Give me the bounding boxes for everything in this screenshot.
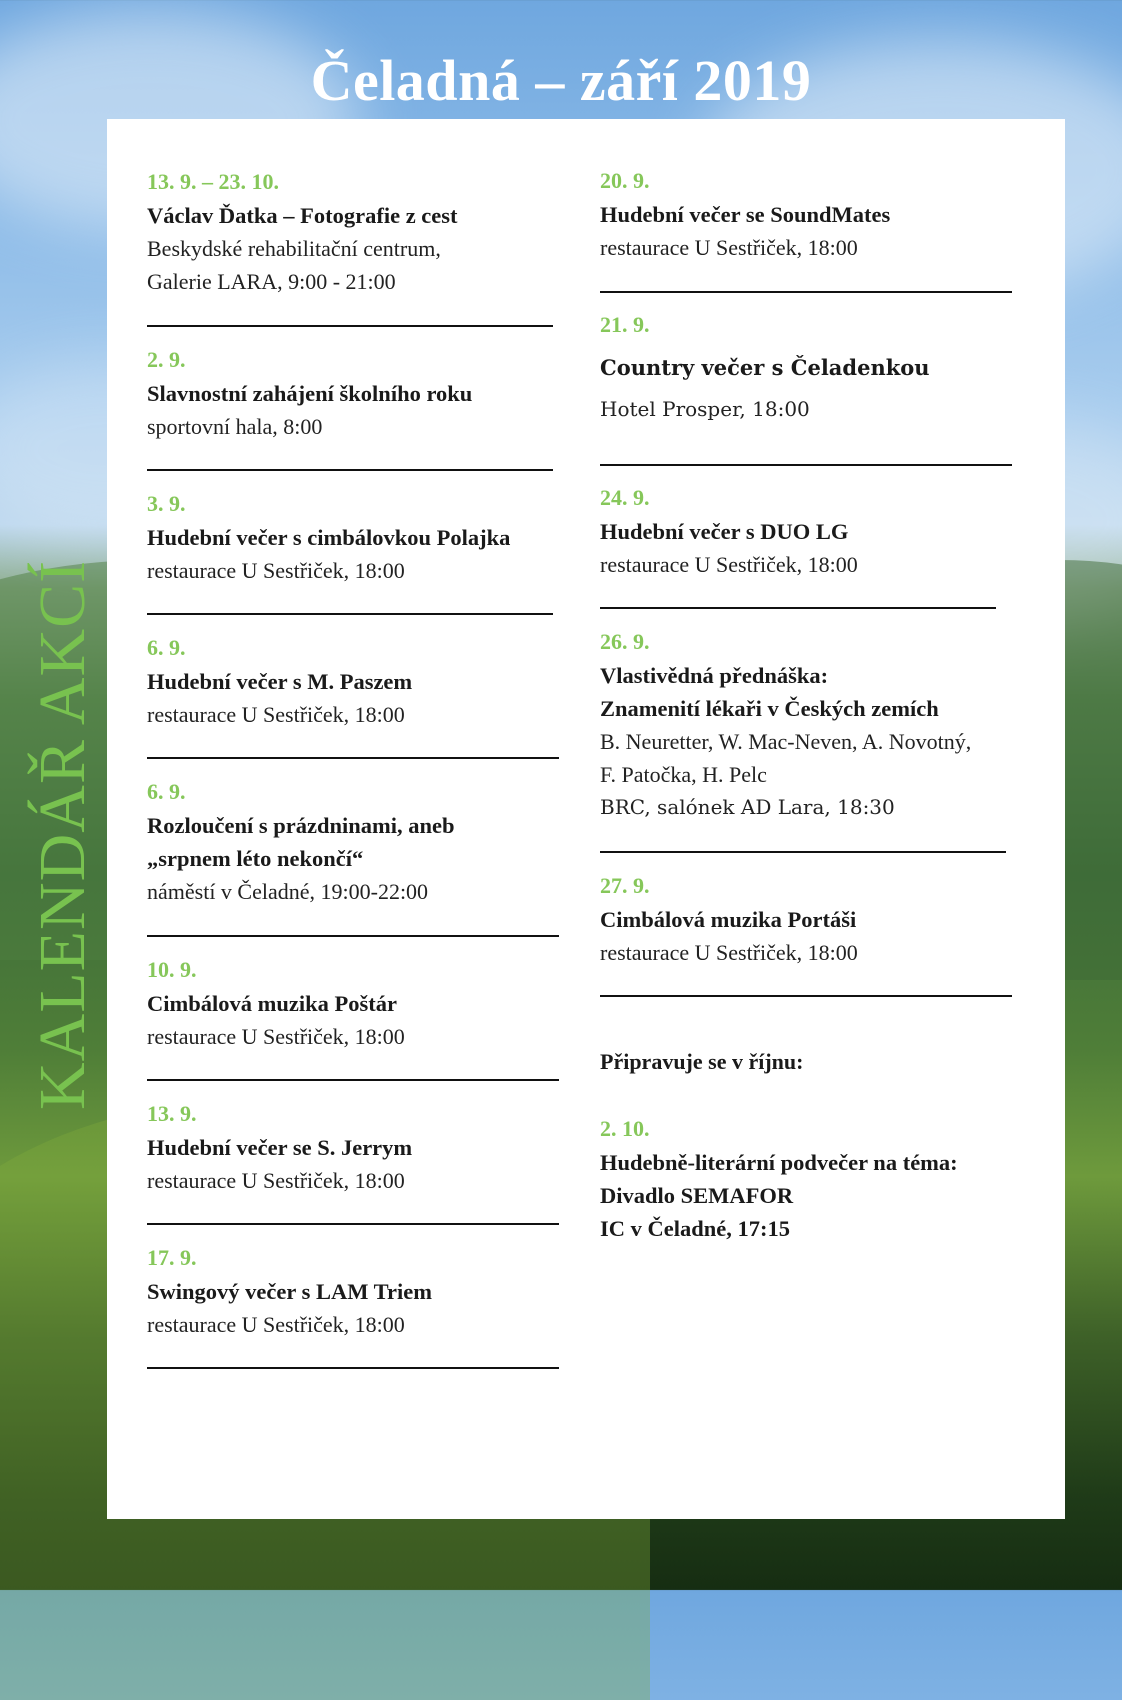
event-date: 3. 9. [147,491,186,516]
event-name: Swingový večer s LAM Triem [147,1279,432,1304]
event-name: Country večer s Čeladenkou [600,355,930,380]
event-date: 27. 9. [600,873,650,898]
event-place: restaurace U Sestřiček, 18:00 [147,558,405,583]
event-date: 20. 9. [600,168,650,193]
event-item [147,487,510,587]
event-item [147,631,412,731]
event-item [147,953,405,1053]
event-date: 6. 9. [147,779,186,804]
separator-line [147,1367,559,1369]
separator-line [147,1079,559,1081]
event-name: Rozloučení s prázdninami, aneb [147,813,455,838]
event-name: Hudební večer se S. Jerrym [147,1135,413,1160]
separator-line [600,995,1012,997]
event-place: sportovní hala, 8:00 [147,414,323,439]
event-place: F. Patočka, H. Pelc [600,762,767,787]
event-date: 6. 9. [147,635,186,660]
calendar-vertical-title: KALENDÁŘ AKCÍ [26,559,99,1110]
event-item [147,165,458,298]
event-place: BRC, salónek AD Lara, 18:30 [600,795,895,819]
october-heading: Připravuje se v říjnu: [600,1049,804,1074]
event-place: restaurace U Sestřiček, 18:00 [600,940,858,965]
separator-line [600,851,1006,853]
event-date: 2. 10. [600,1116,650,1141]
event-name: Hudebně-literární podvečer na téma: [600,1150,958,1175]
event-name: „srpnem léto nekončí“ [147,846,364,871]
event-name: Vlastivědná přednáška: [600,663,829,688]
event-name: Hudební večer s cimbálovkou Polajka [147,525,511,550]
event-place: náměstí v Čeladné, 19:00-22:00 [147,879,429,904]
events-card [107,119,1065,1519]
event-name: Divadlo SEMAFOR [600,1183,794,1208]
event-place: restaurace U Sestřiček, 18:00 [147,1024,405,1049]
event-date: 2. 9. [147,347,186,372]
event-item [600,164,890,264]
event-item [600,1112,958,1245]
event-place: Hotel Prosper, 18:00 [600,397,810,421]
event-date: 10. 9. [147,957,197,982]
separator-line [600,607,996,609]
event-name: Hudební večer s DUO LG [600,519,849,544]
event-item [600,308,930,426]
event-name: Cimbálová muzika Portáši [600,907,857,932]
event-date: 26. 9. [600,629,650,654]
event-date: 24. 9. [600,485,650,510]
separator-line [600,464,1012,466]
separator-line [147,1223,559,1225]
event-place: IC v Čeladné, 17:15 [600,1216,790,1241]
event-name: Znamenití lékaři v Českých zemích [600,696,939,721]
event-place: Beskydské rehabilitační centrum, [147,236,441,261]
event-item [600,481,858,581]
separator-line [147,757,559,759]
event-item [147,1097,412,1197]
event-name: Slavnostní zahájení školního roku [147,381,473,406]
event-name: Václav Ďatka – Fotografie z cest [147,203,458,228]
event-place: restaurace U Sestřiček, 18:00 [600,235,858,260]
event-name: Hudební večer s M. Paszem [147,669,413,694]
event-place: Galerie LARA, 9:00 - 21:00 [147,269,396,294]
page-title: Čeladná – září 2019 [310,48,812,113]
event-item [600,869,858,969]
event-name: Cimbálová muzika Poštár [147,991,397,1016]
event-place: B. Neuretter, W. Mac-Neven, A. Novotný, [600,729,972,754]
separator-line [147,469,553,471]
event-place: restaurace U Sestřiček, 18:00 [600,552,858,577]
event-item [147,775,455,908]
event-place: restaurace U Sestřiček, 18:00 [147,1168,405,1193]
event-date: 17. 9. [147,1245,197,1270]
separator-line [147,325,553,327]
event-place: restaurace U Sestřiček, 18:00 [147,702,405,727]
event-item [147,343,472,443]
event-item [600,625,971,824]
event-date: 21. 9. [600,312,650,337]
event-name: Hudební večer se SoundMates [600,202,891,227]
separator-line [147,613,553,615]
separator-line [600,291,1012,293]
event-date: 13. 9. – 23. 10. [147,169,279,194]
separator-line [147,935,559,937]
event-item [147,1241,432,1341]
event-date: 13. 9. [147,1101,197,1126]
event-place: restaurace U Sestřiček, 18:00 [147,1312,405,1337]
